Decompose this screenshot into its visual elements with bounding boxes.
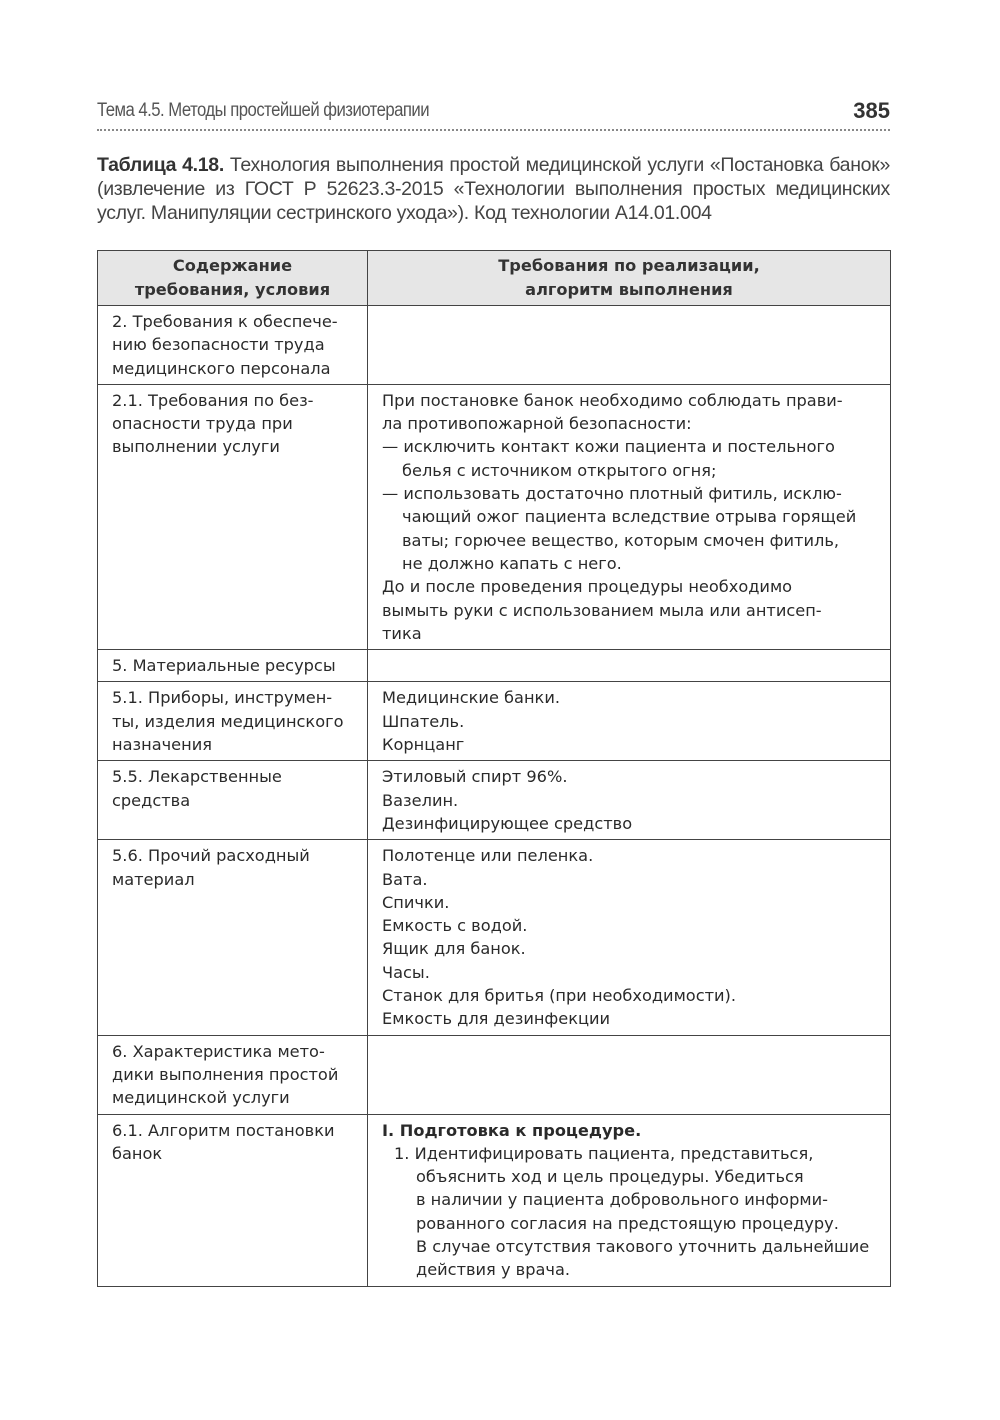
dotted-divider bbox=[97, 129, 890, 131]
header-requirement: Содержание требования, условия bbox=[98, 251, 368, 306]
row-content bbox=[368, 306, 891, 385]
caption-text: Технология выполнения простой медицинской услуги «Постановка банок» (извлечение из ГОСТ Р 52623.3-2015 «Технологии выполнения простых медицинских услуг. Манипуляции сестринского ухода»). Код технологии A14.01.004 bbox=[97, 154, 890, 224]
row-label: 2.1. Требования по без- опасности труда при выполнении услуги bbox=[98, 384, 368, 649]
section-heading: I. Подготовка к процедуре. bbox=[382, 1120, 642, 1140]
numbered-step: 1. Идентифицировать пациента, представиться, объяснить ход и цель процедуры. Убедиться в наличии у пациента добровольного информи- рованного согласия на предстоящую процедуру. В случае отсутствия такового уточнить дальнейшие действия у врача. bbox=[394, 1143, 870, 1280]
table-row bbox=[98, 682, 891, 761]
table-row bbox=[98, 1114, 891, 1286]
table-row bbox=[98, 306, 891, 385]
row-content bbox=[368, 1114, 891, 1286]
row-content bbox=[368, 650, 891, 682]
row-label: 5.5. Лекарственные средства bbox=[98, 761, 368, 840]
row-content: Полотенце или пеленка. Вата. Спички. Емкость с водой. Ящик для банок. Часы. Станок для бритья (при необходимости). Емкость для дезинфекции bbox=[368, 840, 891, 1035]
row-content bbox=[368, 1035, 891, 1114]
paragraph: До и после проведения процедуры необходимо вымыть руки с использованием мыла или антисеп- тика bbox=[382, 577, 822, 643]
table-header-row bbox=[98, 251, 891, 306]
row-content bbox=[368, 384, 891, 649]
table-row bbox=[98, 761, 891, 840]
table-row bbox=[98, 1035, 891, 1114]
requirements-table bbox=[97, 250, 891, 1287]
row-content: Медицинские банки. Шпатель. Корнцанг bbox=[368, 682, 891, 761]
row-label: 5.1. Приборы, инструмен- ты, изделия медицинского назначения bbox=[98, 682, 368, 761]
table-row bbox=[98, 840, 891, 1035]
dash-item: — исключить контакт кожи пациента и постельного белья с источником открытого огня; bbox=[382, 437, 835, 480]
dash-item: — использовать достаточно плотный фитиль, исклю- чающий ожог пациента вследствие отрыва горящей ваты; горючее вещество, которым смочен фитиль, не должно капать с него. bbox=[382, 484, 857, 573]
running-header bbox=[97, 98, 890, 128]
row-content: Этиловый спирт 96%. Вазелин. Дезинфицирующее средство bbox=[368, 761, 891, 840]
header-implementation: Требования по реализации, алгоритм выполнения bbox=[368, 251, 891, 306]
caption-label: Таблица 4.18. bbox=[97, 154, 224, 176]
page-number: 385 bbox=[853, 98, 890, 123]
row-label: 5.6. Прочий расходный материал bbox=[98, 840, 368, 1035]
table-caption bbox=[97, 153, 890, 225]
row-label: 2. Требования к обеспече- нию безопасности труда медицинского персонала bbox=[98, 306, 368, 385]
row-label: 6. Характеристика мето- дики выполнения простой медицинской услуги bbox=[98, 1035, 368, 1114]
row-label: 6.1. Алгоритм постановки банок bbox=[98, 1114, 368, 1286]
table-row bbox=[98, 650, 891, 682]
paragraph: При постановке банок необходимо соблюдать прави- ла противопожарной безопасности: bbox=[382, 390, 843, 434]
row-label: 5. Материальные ресурсы bbox=[98, 650, 368, 682]
running-title: Тема 4.5. Методы простейшей физиотерапии bbox=[97, 100, 430, 121]
table-row bbox=[98, 384, 891, 649]
